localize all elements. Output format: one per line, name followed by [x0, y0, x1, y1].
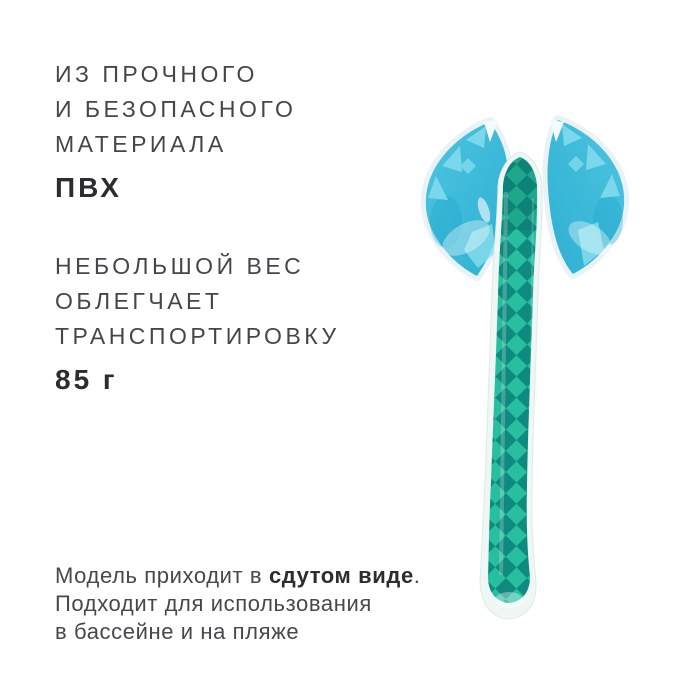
note-line-1: Модель приходит в сдутом виде. [55, 563, 421, 588]
material-block [55, 57, 296, 205]
product-photo-inflatable-axe [380, 80, 700, 640]
weight-block [55, 249, 340, 397]
weight-value: 85 г [55, 364, 118, 395]
material-line-2: И БЕЗОПАСНОГО [55, 96, 297, 122]
note-block [55, 562, 421, 646]
axe-right-blade [547, 120, 624, 274]
material-value: ПВХ [55, 172, 122, 203]
note-line-3: в бассейне и на пляже [55, 619, 300, 644]
material-line-3: МАТЕРИАЛА [55, 131, 227, 157]
note-bold: сдутом виде [268, 563, 414, 588]
weight-line-3: ТРАНСПОРТИРОВКУ [55, 323, 340, 349]
weight-line-2: ОБЛЕГЧАЕТ [55, 288, 223, 314]
note-line-2: Подходит для использования [55, 591, 372, 616]
weight-line-1: НЕБОЛЬШОЙ ВЕС [55, 253, 305, 279]
material-line-1: ИЗ ПРОЧНОГО [55, 61, 258, 87]
